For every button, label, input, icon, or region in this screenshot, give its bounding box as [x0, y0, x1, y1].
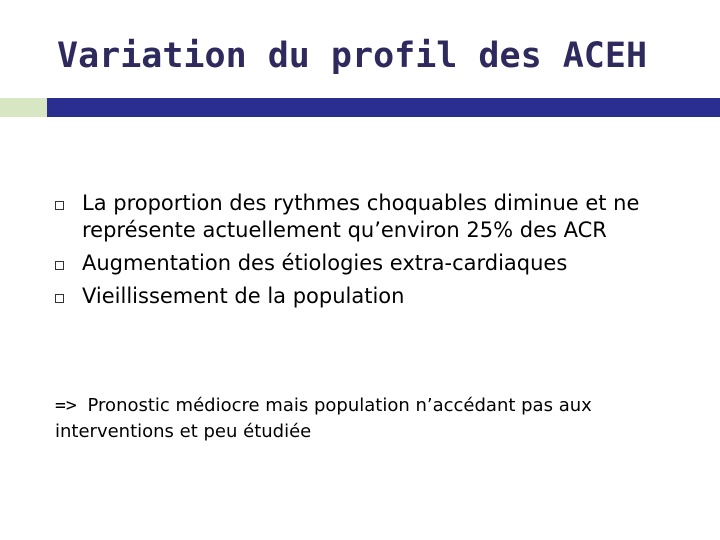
conclusion-paragraph: [55, 393, 675, 445]
bullet-item: [55, 250, 695, 277]
title-accent-bar: [47, 98, 720, 117]
conclusion-arrow: =>: [55, 395, 88, 416]
hollow-square-icon: [55, 261, 64, 270]
bullet-list: [55, 190, 695, 316]
bullet-text: Vieillissement de la population: [82, 284, 405, 308]
bullet-item: [55, 190, 695, 244]
bullet-text: La proportion des rythmes choquables diminue et ne représente actuellement qu’environ 25% des ACR: [82, 191, 640, 242]
hollow-square-icon: [55, 294, 64, 303]
bullet-text: Augmentation des étiologies extra-cardiaques: [82, 251, 568, 275]
slide-title: Variation du profil des ACEH: [57, 36, 648, 76]
conclusion-text: Pronostic médiocre mais population n’accédant pas aux interventions et peu étudiée: [55, 395, 592, 442]
title-accent-green-block: [0, 98, 47, 117]
hollow-square-icon: [55, 201, 64, 210]
bullet-item: [55, 283, 695, 310]
